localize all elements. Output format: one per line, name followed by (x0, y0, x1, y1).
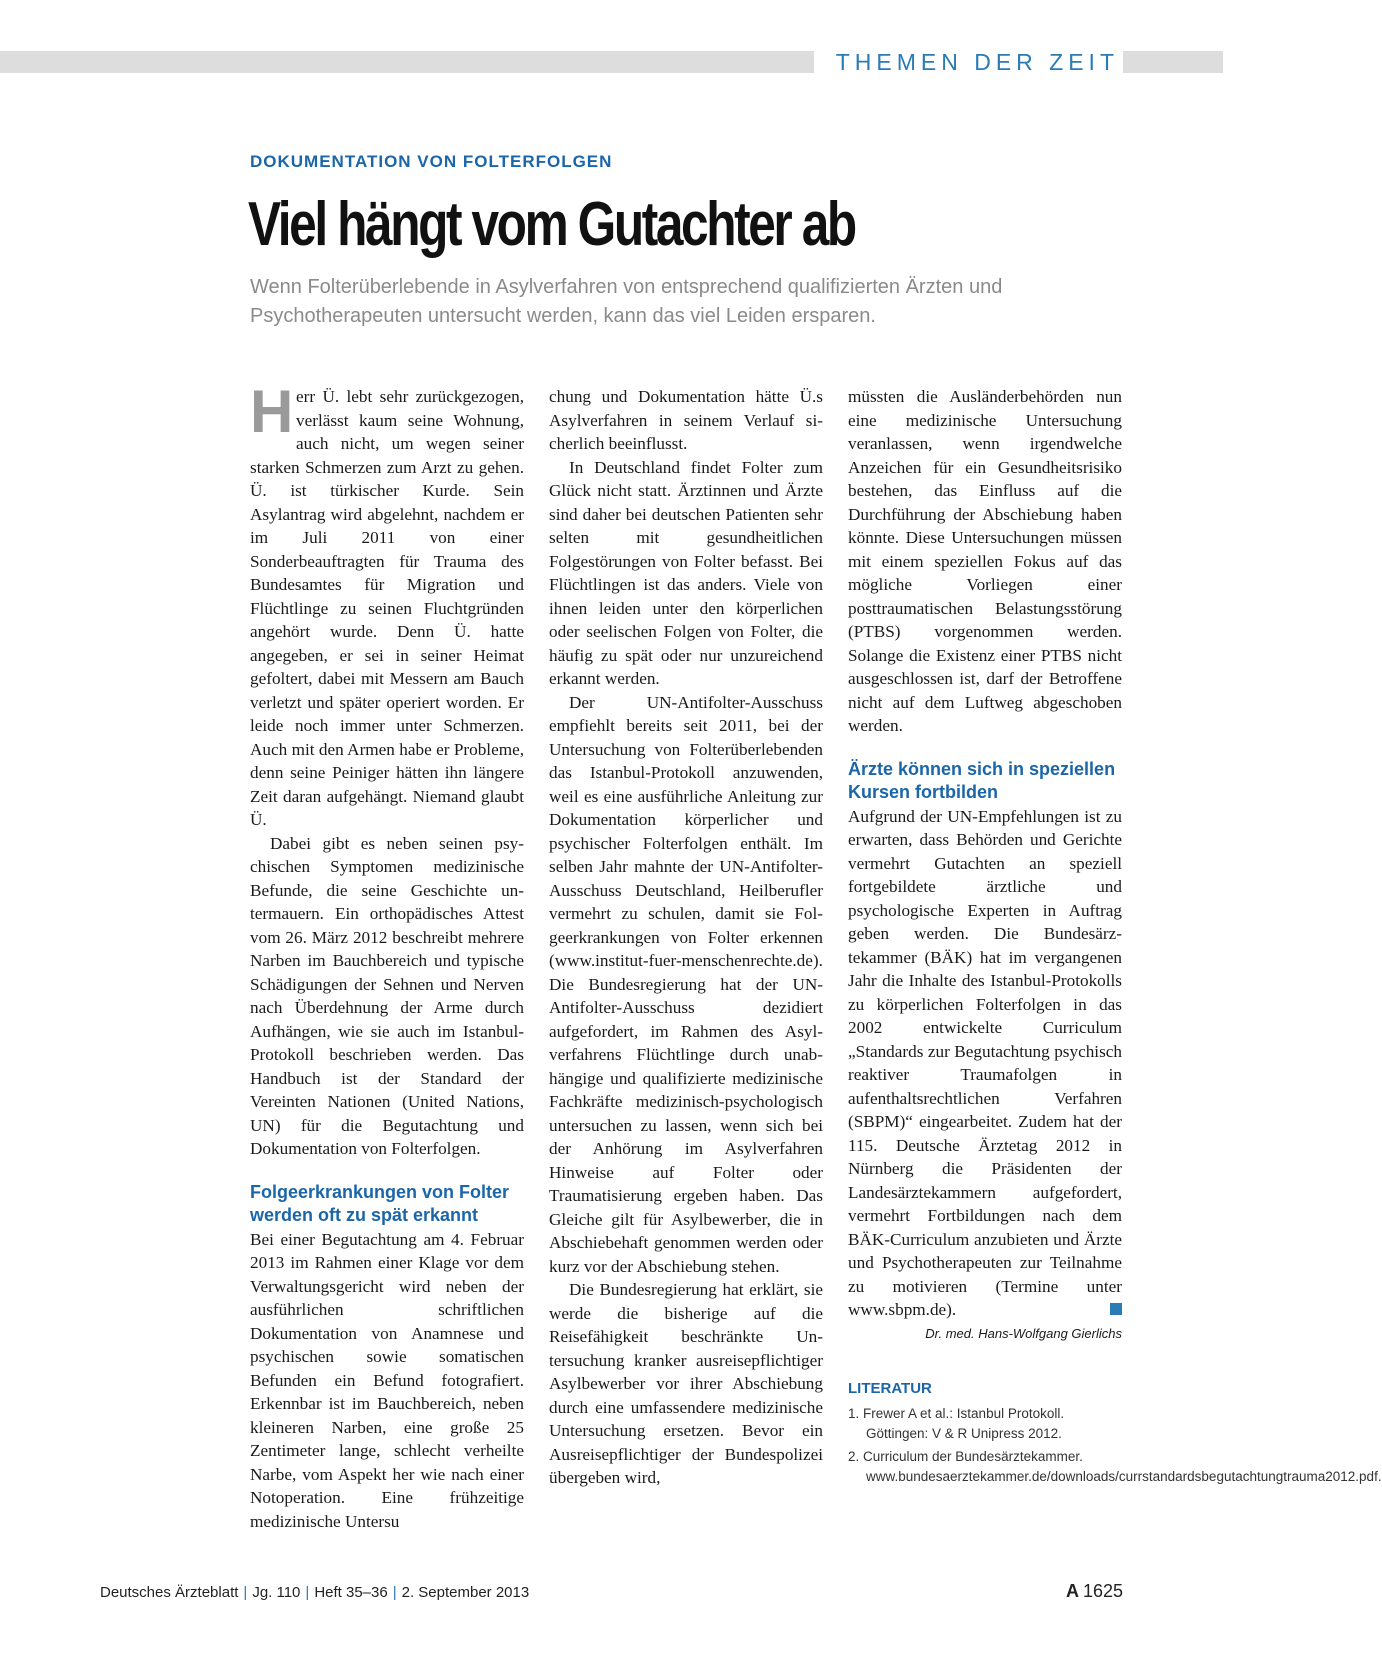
paragraph: Der UN-Antifolter-Ausschuss empfiehlt bereits seit 2011, bei der Untersuchung von Folterüberlebenden das Istanbul-Protokoll anzuwenden, weil es eine ausführliche Anleitung zur Dokumentation körperlicher und psychischer Folterfolgen enthält. Im selben Jahr mahnte der UN-Antifolter-Ausschuss Deutschland, Heilberufler vermehrt zu schulen, damit sie Folgeerkrankungen von Folter erkennen (www.institut-fuer-menschenrechte.de). Die Bundesregierung hat der UN-Antifolter-Ausschuss dezidiert aufgefordert, im Rahmen des Asylverfahrens Flüchtlinge durch unabhängige und qualifizierte medizinische Fachkräfte medizinisch-psychologisch untersuchen zu lassen, wenn sich bei der Anhörung im Asylverfahren Hinweise auf Folter oder Traumatisierung ergeben haben. Das Gleiche gilt für Asylbewerber, die in Abschiebehaft genommen werden oder kurz vor der Abschiebung stehen. (549, 692, 823, 1276)
subheading: Ärzte können sich in speziellen Kursen fortbilden (848, 758, 1116, 802)
column-1 (250, 378, 524, 1533)
paragraph: In Deutschland findet Folter zum Glück nicht statt. Ärztinnen und Ärzte sind daher bei deutschen Patienten sehr selten mit gesundheitlichen Folgestörungen von Folter befasst. Bei Flüchtlingen ist das anders. Viele von ihnen leiden unter den körperlichen oder seelischen Folgen von Folter, die häufig zu spät oder nur unzureichend erkannt werden. (549, 457, 823, 688)
journal-volume: Jg. 110 (252, 1584, 301, 1601)
literature-item: 1. Frewer A et al.: Istanbul Protokoll. Göttingen: V & R Unipress 2012. (848, 1406, 1065, 1441)
literature-heading: LITERATUR (848, 1379, 932, 1397)
footer-info (100, 1584, 529, 1601)
paragraph: chung und Dokumentation hätte Ü.s Asylverfahren in seinem Verlauf sicherlich beeinflusst. (549, 387, 823, 453)
paragraph: Aufgrund der UN-Empfehlungen ist zu erwarten, dass Behörden und Gerichte vermehrt Gutachten an speziell fortgebildete ärztliche und psychologische Experten in Auftrag geben werden. Die Bundesärztekammer (BÄK) hat im vergangenen Jahr die Inhalte des Istanbul-Protokolls zu körperlichen Folterfolgen in das 2002 entwickelte Curriculum „Standards zur Begutachtung psychisch reaktiver Traumafolgen in aufenthaltsrechtlichen Verfahren (SBPM)“ eingearbeitet. Zudem hat der 115. Deutsche Ärztetag 2012 in Nürnberg die Präsidenten der Landesärztekammern aufgefordert, vermehrt Fortbildungen nach dem BÄK-Curriculum anzubieten und Ärzte und Psychotherapeuten zur Teilnahme zu motivieren (Termine unter www.sbpm.de). (848, 806, 1122, 1319)
paragraph: Herr Ü. lebt sehr zurückgezogen, verlässt kaum seine Wohnung, auch nicht, um wegen seiner starken Schmerzen zum Arzt zu gehen. Ü. ist türkischer Kurde. Sein Asylantrag wird abgelehnt, nachdem er im Juli 2011 von einer Sonderbeauftragten für Trauma des Bundesamtes für Migration und Flüchtlinge zu seinen Fluchtgründen angehört wurde. Denn Ü. hatte angegeben, er sei in seiner Heimat gefoltert, dabei mit Messern am Bauch verletzt und später operiert worden. Er leide noch immer unter Schmerzen. Auch mit den Armen habe er Probleme, denn seine Peiniger hätten ihn längere Zeit daran aufgehängt. Niemand glaubt Ü. (250, 378, 524, 829)
page-number: A 1625 (1065, 1581, 1123, 1601)
page-prefix: A (1065, 1581, 1079, 1601)
literature-item: 2. Curriculum der Bundesärztekammer. www.bundesaerztekammer.de/downloads/currstandardsbegutachtungtrauma2012.pdf. (848, 1449, 1382, 1484)
separator: | (305, 1584, 310, 1601)
paragraph: Die Bundesregierung hat erklärt, sie werde die bisherige auf die Reisefähigkeit beschränkte Untersuchung kranker ausreisepflichtiger Asylbewerber vor ihrer Abschiebung durch eine umfassendere medizinische Untersuchung ersetzen. Bevor ein Ausreisepflichtiger der Bundespolizei übergeben wird, (549, 1280, 823, 1487)
column-2 (549, 385, 823, 1490)
separator: | (243, 1584, 248, 1601)
article-kicker: DOKUMENTATION VON FOLTERFOLGEN (250, 152, 613, 171)
journal-date: 2. September 2013 (401, 1584, 530, 1601)
end-mark-icon (1110, 1303, 1122, 1315)
paragraph: müssten die Ausländerbehörden nun eine medizinische Untersuchung veranlassen, wenn irgendwelche Anzeichen für ein Gesundheitsrisiko bestehen, das Einfluss auf die Durchführung der Abschiebung haben könnte. Diese Untersuchungen müssen mit einem speziellen Fokus auf das mögliche Vorliegen einer posttraumatischen Belastungsstörung (PTBS) vorgenommen werden. Solange die Existenz einer PTBS nicht ausgeschlossen ist, darf der Betroffene nicht auf dem Luftweg abgeschoben werden. (848, 387, 1122, 735)
article-lead: Wenn Folterüberlebende in Asylverfahren von entsprechend qualifizierten Ärzten und Psychotherapeuten untersucht werden, kann das viel Leiden ersparen. (250, 276, 1003, 327)
literature-list (848, 1404, 1382, 1486)
paragraph: Bei einer Begutachtung am 4. Februar 2013 im Rahmen einer Klage vor dem Verwaltungsgericht wird neben der ausführlichen schriftlichen Dokumentation von Anamnese und psychischen sowie somatischen Befunden ein Befund fotografiert. Erkennbar ist im Bauchbereich, neben kleineren Narben, eine große 25 Zentimeter lange, schlecht verheilte Narbe, vom Aspekt her wie nach einer Notoperation. Eine frühzeitige medizinische Untersu (250, 1229, 524, 1531)
section-label: THEMEN DER ZEIT (814, 49, 1123, 75)
drop-cap: H (250, 378, 294, 445)
paragraph: Dabei gibt es neben seinen psychischen Symptomen medizinische Befunde, die seine Geschichte untermauern. Ein orthopädisches Attest vom 26. März 2012 beschreibt mehrere Narben im Bauchbereich und typische Schädigungen der Sehnen und Nerven nach Überdehnung der Arme durch Aufhängen, wie sie auch im Istanbul-Protokoll beschrieben werden. Das Handbuch ist der Standard der Vereinten Nationen (United Nations, UN) für die Begutachtung und Dokumentation von Folterfolgen. (250, 833, 524, 1158)
separator: | (392, 1584, 397, 1601)
author-name: Dr. med. Hans-Wolfgang Gierlichs (925, 1325, 1122, 1341)
article-title: Viel hängt vom Gutachter ab (248, 190, 855, 259)
journal-name: Deutsches Ärzteblatt (100, 1584, 239, 1601)
subheading: Folgeerkrankungen von Folter werden oft zu spät erkannt (250, 1181, 510, 1225)
column-3 (848, 385, 1382, 1490)
journal-issue: Heft 35–36 (314, 1584, 388, 1601)
